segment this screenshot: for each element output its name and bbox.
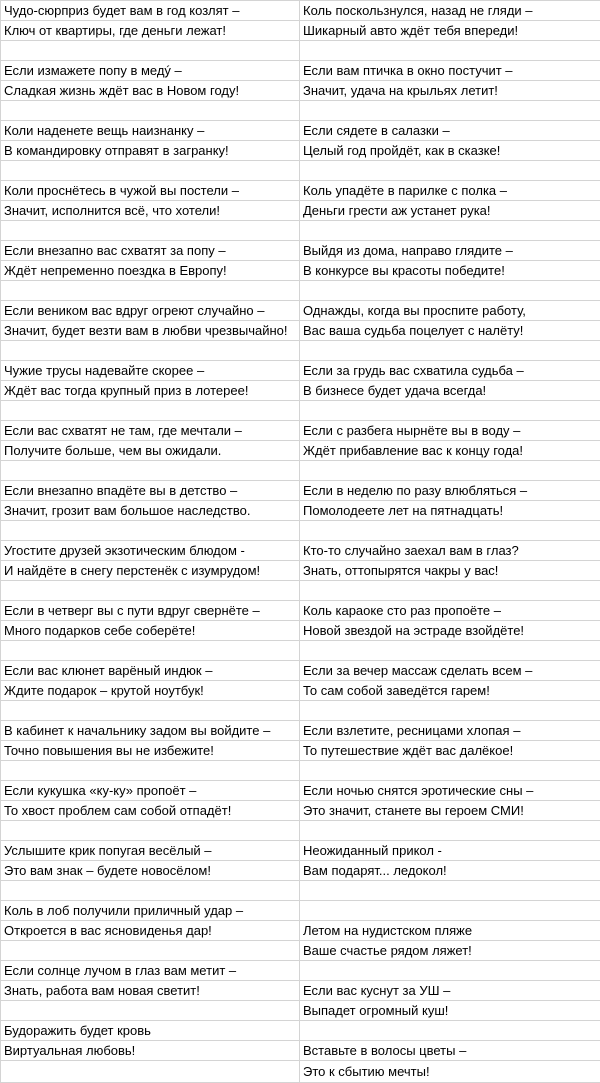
cell-col-a[interactable]: И найдёте в снегу перстенёк с изумрудом! <box>1 561 300 581</box>
cell-col-a[interactable]: Будоражить будет кровь <box>1 1021 300 1041</box>
table-row <box>1 661 600 681</box>
table-row <box>1 101 600 121</box>
cell-col-a[interactable]: Угостите друзей экзотическим блюдом - <box>1 541 300 561</box>
table-row <box>1 581 600 601</box>
cell-col-b[interactable] <box>300 641 600 661</box>
table-row <box>1 1001 600 1021</box>
cell-col-b[interactable]: Коль упадёте в парилке с полка – <box>300 181 600 201</box>
cell-col-b[interactable]: Помолодеете лет на пятнадцать! <box>300 501 600 521</box>
cell-col-a[interactable]: Значит, исполнится всё, что хотели! <box>1 201 300 221</box>
table-row <box>1 341 600 361</box>
cell-col-b[interactable]: Деньги грести аж устанет рука! <box>300 201 600 221</box>
cell-col-b[interactable] <box>300 281 600 301</box>
table-row <box>1 961 600 981</box>
table-row <box>1 441 600 461</box>
grid-body <box>1 1 600 1083</box>
cell-col-a[interactable]: В кабинет к начальнику задом вы войдите – <box>1 721 300 741</box>
cell-col-b[interactable]: Вам подарят... ледокол! <box>300 861 600 881</box>
table-row <box>1 741 600 761</box>
cell-col-a[interactable] <box>1 581 300 601</box>
cell-col-b[interactable]: То путешествие ждёт вас далёкое! <box>300 741 600 761</box>
table-row <box>1 941 600 961</box>
cell-col-a[interactable]: Если измажете попу в медý – <box>1 61 300 81</box>
table-row <box>1 321 600 341</box>
table-row <box>1 41 600 61</box>
cell-col-a[interactable] <box>1 701 300 721</box>
cell-col-a[interactable] <box>1 1001 300 1021</box>
table-row <box>1 921 600 941</box>
table-row <box>1 461 600 481</box>
cell-col-a[interactable] <box>1 161 300 181</box>
cell-col-a[interactable]: Если внезапно вас схватят за попу – <box>1 241 300 261</box>
cell-col-b[interactable]: Если сядете в салазки – <box>300 121 600 141</box>
cell-col-a[interactable]: Чудо-сюрприз будет вам в год козлят – <box>1 1 300 21</box>
table-row <box>1 861 600 881</box>
cell-col-a[interactable]: Если в четверг вы с пути вдруг свернёте – <box>1 601 300 621</box>
cell-col-a[interactable] <box>1 761 300 781</box>
cell-col-a[interactable]: Ждите подарок – крутой ноутбук! <box>1 681 300 701</box>
cell-col-b[interactable]: Знать, оттопырятся чакры у вас! <box>300 561 600 581</box>
cell-col-a[interactable]: То хвост проблем сам собой отпадёт! <box>1 801 300 821</box>
cell-col-a[interactable] <box>1 221 300 241</box>
table-row <box>1 881 600 901</box>
table-row <box>1 521 600 541</box>
cell-col-b[interactable]: Кто-то случайно заехал вам в глаз? <box>300 541 600 561</box>
cell-col-a[interactable] <box>1 41 300 61</box>
table-row <box>1 821 600 841</box>
cell-col-a[interactable]: Коли наденете вещь наизнанку – <box>1 121 300 141</box>
cell-col-b[interactable]: То сам собой заведётся гарем! <box>300 681 600 701</box>
table-row <box>1 1021 600 1041</box>
table-row <box>1 841 600 861</box>
cell-col-a[interactable]: Значит, будет везти вам в любви чрезвычайно! <box>1 321 300 341</box>
cell-col-b[interactable] <box>300 901 600 921</box>
cell-col-b[interactable] <box>300 961 600 981</box>
cell-col-a[interactable]: Услышите крик попугая весёлый – <box>1 841 300 861</box>
table-row <box>1 241 600 261</box>
table-row <box>1 641 600 661</box>
cell-col-b[interactable]: В бизнесе будет удача всегда! <box>300 381 600 401</box>
cell-col-b[interactable] <box>300 401 600 421</box>
cell-col-a[interactable]: Если солнце лучом в глаз вам метит – <box>1 961 300 981</box>
cell-col-a[interactable]: Виртуальная любовь! <box>1 1041 300 1061</box>
table-row <box>1 121 600 141</box>
cell-col-a[interactable] <box>1 1061 300 1083</box>
table-row <box>1 621 600 641</box>
cell-col-a[interactable] <box>1 941 300 961</box>
table-row <box>1 61 600 81</box>
cell-col-a[interactable]: Ждёт непременно поездка в Европу! <box>1 261 300 281</box>
cell-col-b[interactable]: Коль поскользнулся, назад не гляди – <box>300 1 600 21</box>
cell-col-a[interactable]: Это вам знак – будете новосёлом! <box>1 861 300 881</box>
cell-col-b[interactable] <box>300 521 600 541</box>
cell-col-b[interactable]: Вставьте в волосы цветы – <box>300 1041 600 1061</box>
cell-col-b[interactable]: Если ночью снятся эротические сны – <box>300 781 600 801</box>
table-row <box>1 601 600 621</box>
cell-col-a[interactable] <box>1 521 300 541</box>
table-row <box>1 161 600 181</box>
cell-col-b[interactable]: Летом на нудистском пляже <box>300 921 600 941</box>
table-row <box>1 781 600 801</box>
table-row <box>1 281 600 301</box>
cell-col-a[interactable] <box>1 341 300 361</box>
cell-col-a[interactable]: Сладкая жизнь ждёт вас в Новом году! <box>1 81 300 101</box>
cell-col-a[interactable]: Знать, работа вам новая светит! <box>1 981 300 1001</box>
table-row <box>1 981 600 1001</box>
cell-col-a[interactable]: Ключ от квартиры, где деньги лежат! <box>1 21 300 41</box>
table-row <box>1 561 600 581</box>
cell-col-a[interactable]: Много подарков себе соберёте! <box>1 621 300 641</box>
cell-col-b[interactable] <box>300 761 600 781</box>
cell-col-b[interactable]: Если за вечер массаж сделать всем – <box>300 661 600 681</box>
cell-col-b[interactable] <box>300 221 600 241</box>
cell-col-b[interactable]: Однажды, когда вы проспите работу, <box>300 301 600 321</box>
table-row <box>1 1061 600 1083</box>
table-row <box>1 361 600 381</box>
table-row <box>1 901 600 921</box>
cell-col-b[interactable]: Выйдя из дома, направо глядите – <box>300 241 600 261</box>
cell-col-b[interactable]: Если взлетите, ресницами хлопая – <box>300 721 600 741</box>
table-row <box>1 481 600 501</box>
table-row <box>1 801 600 821</box>
table-row <box>1 681 600 701</box>
cell-col-a[interactable] <box>1 641 300 661</box>
cell-col-a[interactable]: Откроется в вас ясновиденья дар! <box>1 921 300 941</box>
cell-col-b[interactable]: Коль караоке сто раз пропоёте – <box>300 601 600 621</box>
table-row <box>1 81 600 101</box>
table-row <box>1 541 600 561</box>
table-row <box>1 421 600 441</box>
table-row <box>1 401 600 421</box>
cell-col-b[interactable]: Значит, удача на крыльях летит! <box>300 81 600 101</box>
cell-col-a[interactable]: Коли проснётесь в чужой вы постели – <box>1 181 300 201</box>
cell-col-a[interactable] <box>1 881 300 901</box>
table-row <box>1 301 600 321</box>
cell-col-b[interactable]: Шикарный авто ждёт тебя впереди! <box>300 21 600 41</box>
table-row <box>1 501 600 521</box>
cell-col-a[interactable]: Ждёт вас тогда крупный приз в лотерее! <box>1 381 300 401</box>
cell-col-b[interactable]: Это значит, станете вы героем СМИ! <box>300 801 600 821</box>
cell-col-b[interactable]: Неожиданный прикол - <box>300 841 600 861</box>
cell-col-b[interactable]: Если за грудь вас схватила судьба – <box>300 361 600 381</box>
cell-col-a[interactable]: Значит, грозит вам большое наследство. <box>1 501 300 521</box>
table-row <box>1 761 600 781</box>
cell-col-b[interactable]: Новой звездой на эстраде взойдёте! <box>300 621 600 641</box>
cell-col-b[interactable]: Целый год пройдёт, как в сказке! <box>300 141 600 161</box>
cell-col-b[interactable] <box>300 161 600 181</box>
cell-col-b[interactable] <box>300 41 600 61</box>
cell-col-a[interactable]: Если вас схватят не там, где мечтали – <box>1 421 300 441</box>
cell-col-a[interactable]: Если внезапно впадёте вы в детство – <box>1 481 300 501</box>
cell-col-b[interactable]: Ваше счастье рядом ляжет! <box>300 941 600 961</box>
cell-col-a[interactable]: В командировку отправят в загранку! <box>1 141 300 161</box>
cell-col-b[interactable] <box>300 821 600 841</box>
table-row <box>1 181 600 201</box>
cell-col-b[interactable]: Вас ваша судьба поцелует с налёту! <box>300 321 600 341</box>
cell-col-a[interactable] <box>1 101 300 121</box>
cell-col-a[interactable] <box>1 401 300 421</box>
cell-col-a[interactable]: Получите больше, чем вы ожидали. <box>1 441 300 461</box>
table-row <box>1 1041 600 1061</box>
cell-col-b[interactable]: В конкурсе вы красоты победите! <box>300 261 600 281</box>
cell-col-b[interactable]: Если в неделю по разу влюбляться – <box>300 481 600 501</box>
cell-col-a[interactable]: Точно повышения вы не избежите! <box>1 741 300 761</box>
table-row <box>1 1 600 21</box>
cell-col-b[interactable] <box>300 701 600 721</box>
table-row <box>1 141 600 161</box>
cell-col-b[interactable] <box>300 461 600 481</box>
cell-col-a[interactable]: Коль в лоб получили приличный удар – <box>1 901 300 921</box>
table-row <box>1 221 600 241</box>
cell-col-b[interactable] <box>300 101 600 121</box>
table-row <box>1 21 600 41</box>
cell-col-b[interactable] <box>300 1021 600 1041</box>
cell-col-b[interactable]: Ждёт прибавление вас к концу года! <box>300 441 600 461</box>
table-row <box>1 261 600 281</box>
cell-col-a[interactable]: Если кукушка «ку-ку» пропоёт – <box>1 781 300 801</box>
cell-col-b[interactable] <box>300 581 600 601</box>
cell-col-a[interactable] <box>1 461 300 481</box>
table-row <box>1 701 600 721</box>
cell-col-a[interactable] <box>1 281 300 301</box>
table-row <box>1 201 600 221</box>
cell-col-b[interactable] <box>300 881 600 901</box>
cell-col-b[interactable] <box>300 341 600 361</box>
cell-col-b[interactable]: Если вам птичка в окно постучит – <box>300 61 600 81</box>
cell-col-a[interactable]: Чужие трусы надевайте скорее – <box>1 361 300 381</box>
cell-col-a[interactable]: Если вас клюнет варёный индюк – <box>1 661 300 681</box>
table-row <box>1 381 600 401</box>
cell-col-b[interactable]: Это к сбытию мечты! <box>300 1061 600 1083</box>
table-row <box>1 721 600 741</box>
cell-col-a[interactable]: Если веником вас вдруг огреют случайно – <box>1 301 300 321</box>
cell-col-b[interactable]: Если с разбега нырнёте вы в воду – <box>300 421 600 441</box>
cell-col-b[interactable]: Если вас куснут за УШ – <box>300 981 600 1001</box>
cell-col-a[interactable] <box>1 821 300 841</box>
cell-col-b[interactable]: Выпадет огромный куш! <box>300 1001 600 1021</box>
